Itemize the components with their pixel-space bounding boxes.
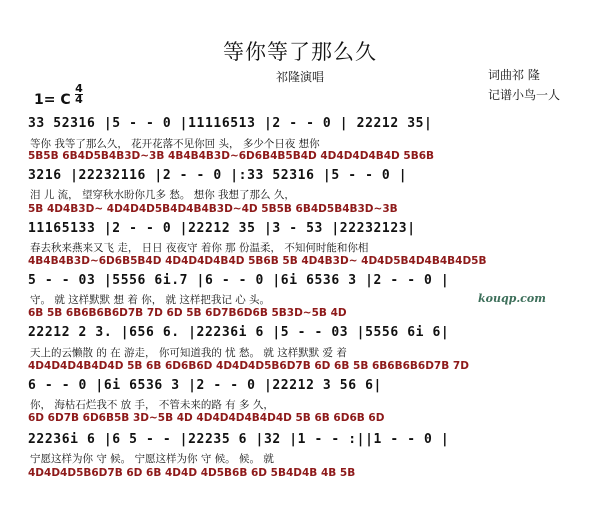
staff-line-4: 5 - - 03 |5556 6i.7 |6 - - 0 |6i 6536 3 |2 - - 0 | — [28, 273, 450, 288]
site-watermark: kouqp.com — [478, 292, 546, 305]
lyric-line-4: 守。 就 这样默默 想 着 你， 就 这样把我记 心 头。 — [30, 294, 271, 306]
harmonica-notes-line-7: 4D4D4D5B6D7B 6D 6B 4D4D 4D5B6B 6D 5B4D4B 4B 5B — [28, 467, 356, 479]
staff-line-1: 33 52316 |5 - - 0 |11116513 |2 - - 0 | 22212 35| — [28, 116, 433, 131]
lyric-line-6: 你， 海枯石烂我不 放 手， 不管未来的路 有 多 久， — [30, 399, 274, 411]
harmonica-notes-line-1: 5B5B 6B4D5B4B3D~3B 4B4B4B3D~6D6B4B5B4D 4D4D4D4B4D 5B6B — [28, 150, 435, 162]
singer-label: 祁隆演唱 — [275, 70, 324, 84]
staff-line-7: 22236i 6 |6 5 - - |22235 6 |32 |1 - - :||1 - - 0 | — [28, 432, 450, 447]
staff-line-5: 22212 2 3. |656 6. |22236i 6 |5 - - 03 |5556 6i 6| — [28, 325, 450, 340]
harmonica-notes-line-2: 5B 4D4B3D~ 4D4D4D5B4D4B4B3D~4D 5B5B 6B4D5B4B3D~3B — [28, 203, 398, 215]
harmonica-notes-line-4: 6B 5B 6B6B6B6D7B 7D 6D 5B 6D7B6D6B 5B3D~5B 4D — [28, 307, 347, 319]
key-signature: 1= C — [34, 92, 71, 108]
time-signature — [74, 84, 84, 105]
harmonica-notes-line-5: 4D4D4D4B4D4D 5B 6B 6D6B6D 4D4D4D5B6D7B 6D 6B 5B 6B6B6B6D7B 7D — [28, 360, 469, 372]
staff-line-3: 11165133 |2 - - 0 |22212 35 |3 - 53 |22232123| — [28, 221, 416, 236]
lyric-music-credit: 词曲祁 隆 — [488, 68, 540, 82]
song-title: 等你等了那么久 — [223, 40, 377, 64]
staff-line-6: 6 - - 0 |6i 6536 3 |2 - - 0 |22212 3 56 6| — [28, 378, 382, 393]
lyric-line-3: 春去秋来燕来又飞 走， 日日 夜夜守 着你 那 份温柔， 不知何时能和你相 — [30, 242, 369, 254]
harmonica-notes-line-3: 4B4B4B3D~6D6B5B4D 4D4D4D4B4D 5B6B 5B 4D4B3D~ 4D4D5B4D4B4B4D5B — [28, 255, 487, 267]
staff-line-2: 3216 |22232116 |2 - - 0 |:33 52316 |5 - - 0 | — [28, 168, 408, 183]
harmonica-notes-line-6: 6D 6D7B 6D6B5B 3D~5B 4D 4D4D4D4B4D4D 5B 6B 6D6B 6D — [28, 412, 385, 424]
time-signature-bottom: 4 — [75, 93, 83, 106]
lyric-line-5: 天上的云懒散 的 在 游走， 你可知道我的 忧 愁。 就 这样默默 爱 着 — [30, 347, 347, 359]
lyric-line-7: 宁愿这样为你 守 候。 宁愿这样为你 守 候。 候。 就 — [30, 453, 274, 465]
lyric-line-1: 等你 我等了那么久， 花开花落不见你回 头， 多少个日夜 想你 — [30, 138, 320, 150]
time-signature-top: 4 — [75, 82, 83, 95]
lyric-line-2: 泪 儿 流， 望穿秋水盼你几多 愁。 想你 我想了那么 久， — [30, 189, 295, 201]
notation-credit: 记谱小鸟一人 — [488, 88, 561, 102]
